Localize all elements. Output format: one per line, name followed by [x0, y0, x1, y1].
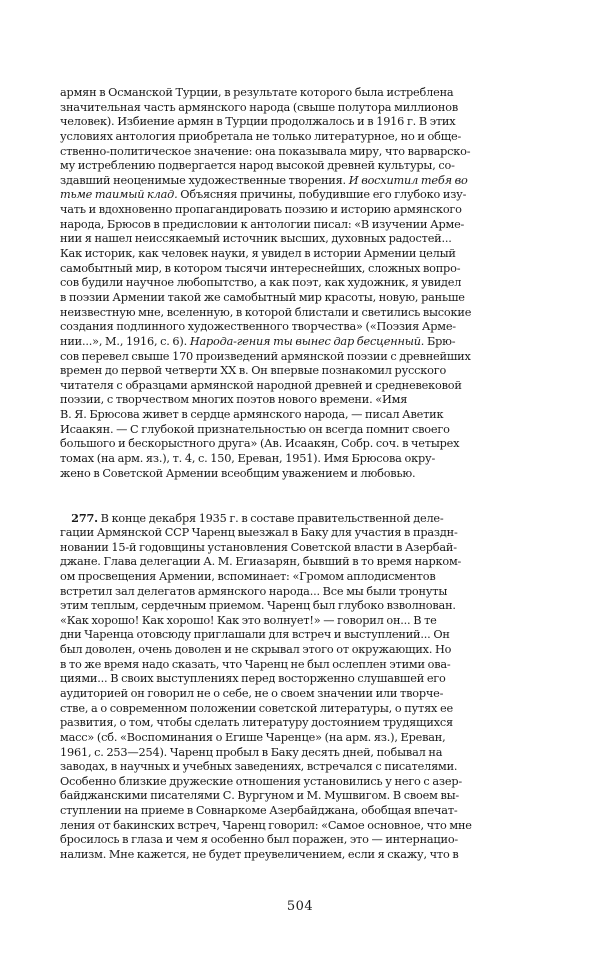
text-line: встретил зал делегатов армянского народа... Все мы были тронуты [60, 584, 448, 598]
text-line: большого и бескорыстного друга» (Ав. Исаакян, Собр. соч. в четырех [60, 437, 460, 451]
text-line: нализм. Мне кажется, не будет преувеличением, если я скажу, что в [60, 848, 459, 862]
text-line: сов будили научное любопытство, а как поэт, как художник, я увидел [60, 276, 462, 290]
text-line: развития, о том, чтобы сделать литературу достоянием трудящихся [60, 716, 453, 730]
text-run: нии...», М., 1916, с. 6). [60, 334, 190, 348]
text-line: времен до первой четверти XX в. Он впервые познакомил русского [60, 364, 447, 378]
text-line: Как историк, как человек науки, я увидел в истории Армении целый [60, 247, 456, 261]
text-line: человек). Избиение армян в Турции продолжалось и в 1916 г. В этих [60, 115, 456, 129]
text-line: В. Я. Брюсова живет в сердце армянского народа, — писал Аветик [60, 408, 444, 422]
text-line: чать и вдохновенно пропагандировать поэзию и историю армянского [60, 203, 462, 217]
text-line: был доволен, очень доволен и не скрывал этого от окружающих. Но [60, 643, 452, 657]
text-line: самобытный мир, в котором тысячи интереснейших, сложных вопро- [60, 261, 461, 275]
text-line: читателя с образцами армянской народной древней и средневековой [60, 378, 462, 392]
text-line: ления от бакинских встреч, Чаренц говорил: «Самое основное, что мне [60, 818, 472, 832]
text-line: армян в Османской Турции, в результате которого была истреблена [60, 86, 454, 99]
note-277 [60, 511, 540, 862]
page-number: 504 [286, 899, 314, 914]
text-line: бросилось в глаза и чем я особенно был поражен, это — интернацио- [60, 833, 459, 847]
text-line [60, 335, 540, 350]
text-line: жено в Советской Армении всеобщим уважением и любовью. [60, 466, 416, 480]
text-line: му истреблению подвергается народ высокой древней культуры, со- [60, 159, 455, 173]
text-line [60, 188, 540, 203]
text-run: В конце декабря 1935 г. в составе правительственной деле- [97, 512, 444, 526]
text-run: Объясняя причины, побудившие его глубоко изу- [177, 188, 467, 202]
text-line [60, 511, 540, 526]
text-line: заводах, в научных и учебных заведениях, встречался с писателями. [60, 760, 458, 774]
text-line: условиях антология приобретала не только литературное, но и обще- [60, 129, 462, 143]
text-line: новании 15-й годовщины установления Советской власти в Азербай- [60, 540, 457, 554]
text-line: в поэзии Армении такой же самобытный мир красоты, новую, раньше [60, 290, 465, 304]
text-line: народа, Брюсов в предисловии к антологии писал: «В изучении Арме- [60, 217, 465, 231]
note-paragraph-continued [60, 86, 540, 481]
text-line: дни Чаренца отовсюду приглашали для встреч и выступлений... Он [60, 628, 450, 642]
page-body [60, 86, 540, 863]
text-line: циями... В своих выступлениях перед восторженно слушавшей его [60, 672, 446, 686]
text-line: сов перевел свыше 170 произведений армянской поэзии с древнейших [60, 349, 471, 363]
text-line: неизвестную мне, вселенную, в которой блистали и светились высокие [60, 305, 472, 319]
text-line: байджанскими писателями С. Вургуном и М. Мушвигом. В своем вы- [60, 789, 460, 803]
text-line: «Как хорошо! Как хорошо! Как это волнует!» — говорил он... В те [60, 613, 437, 627]
text-line: аудиторией он говорил не о себе, не о своем значении или творче- [60, 686, 444, 700]
text-line: ственно-политическое значение: она показывала миру, что варварско- [60, 144, 471, 158]
text-line: Особенно близкие дружеские отношения установились у него с азер- [60, 774, 462, 788]
text-line: гации Армянской ССР Чаренц выезжал в Баку для участия в праздн- [60, 525, 458, 539]
text-line: создания подлинного художественного творчества» («Поэзия Арме- [60, 320, 456, 334]
text-run: Брю- [424, 334, 456, 348]
text-line: масс» (сб. «Воспоминания о Егише Чаренце» (на арм. яз.), Ереван, [60, 730, 446, 744]
text-line: нии я нашел неиссякаемый источник высших, духовных радостей... [60, 232, 452, 246]
text-line: этим теплым, сердечным приемом. Чаренц был глубоко взволнован. [60, 599, 456, 613]
paragraph-gap [60, 481, 540, 511]
text-line [60, 174, 540, 189]
italic-quote: И восхитил тебя во [348, 173, 468, 187]
text-line: поэзии, с творчеством многих поэтов нового времени. «Имя [60, 393, 408, 407]
text-line: 1961, с. 253—254). Чаренц пробыл в Баку десять дней, побывал на [60, 745, 443, 759]
text-line: джане. Глава делегации А. М. Егиазарян, бывший в то время нарком- [60, 555, 462, 569]
text-line: ом просвещения Армении, вспоминает: «Громом аплодисментов [60, 569, 436, 583]
note-number: 277. [71, 511, 98, 526]
text-line: значительная часть армянского народа (свыше полутора миллионов [60, 100, 458, 114]
text-line: в то же время надо сказать, что Чаренц не был ослеплен этими ова- [60, 657, 451, 671]
text-line: томах (на арм. яз.), т. 4, с. 150, Ереван, 1951). Имя Брюсова окру- [60, 452, 436, 466]
italic-quote: Народа-гения ты вынес дар бесценный. [189, 334, 425, 348]
text-run: здавший неоценимые художественные творения. [60, 173, 349, 187]
italic-quote: тьме таимый клад. [60, 188, 178, 202]
text-line: Исаакян. — С глубокой признательностью он всегда помнит своего [60, 422, 450, 436]
text-line: ступлении на приеме в Совнаркоме Азербайджана, обобщая впечат- [60, 804, 458, 818]
text-line: стве, а о современном положении советской литературы, о путях ее [60, 701, 453, 715]
